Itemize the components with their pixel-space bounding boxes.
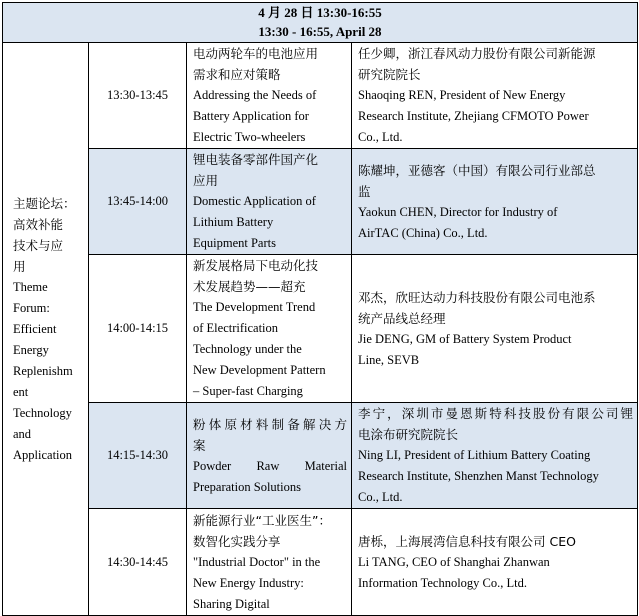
table-row [3,149,638,255]
forum-title: 主题论坛： 高效补能 技术与应 用 Theme Forum: Efficient Energy Replenishm ent Technology and Application [3,43,89,616]
time-slot: 14:00-14:15 [89,255,187,403]
speaker-cell: 陈耀坤，亚德客（中国）有限公司行业部总 监 Yaokun CHEN, Director for Industry of AirTAC (China) Co., Ltd. [352,149,638,255]
topic-cell: 新发展格局下电动化技 术发展趋势——超充 The Development Trend of Electrification Technology under the New Development Pattern – Super-fast Charging [187,255,352,403]
table-row [3,509,638,616]
time-slot: 13:45-14:00 [89,149,187,255]
topic-cell: 粉体原材料制备解决方 案 Powder Raw Material Preparation Solutions [187,403,352,509]
header-date-zh: 4 月 28 日 13:30-16:55 [258,5,382,20]
table-row [3,403,638,509]
speaker-cell: 任少卿，浙江春风动力股份有限公司新能源 研究院院长 Shaoqing REN, President of New Energy Research Institute, Zhejiang CFMOTO Power Co., Ltd. [352,43,638,149]
header-date-en: 13:30 - 16:55, April 28 [258,23,382,39]
speaker-cell: 李宁，深圳市曼恩斯特科技股份有限公司锂 电涂布研究院院长 Ning LI, President of Lithium Battery Coating Research Institute, Shenzhen Manst Technology Co., Ltd. [352,403,638,509]
topic-cell: 电动两轮车的电池应用 需求和应对策略 Addressing the Needs of Battery Application for Electric Two-wheelers [187,43,352,149]
topic-cell: 锂电装备零部件国产化 应用 Domestic Application of Lithium Battery Equipment Parts [187,149,352,255]
time-slot: 13:30-13:45 [89,43,187,149]
speaker-cell: 唐栎，上海展湾信息科技有限公司 CEO Li TANG, CEO of Shanghai Zhanwan Information Technology Co., Ltd. [352,509,638,616]
session-header [3,3,638,43]
table-row [3,255,638,403]
agenda-table [2,2,638,616]
table-row [3,43,638,149]
time-slot: 14:30-14:45 [89,509,187,616]
header-row [3,3,638,43]
time-slot: 14:15-14:30 [89,403,187,509]
topic-cell: 新能源行业“工业医生”： 数智化实践分享 "Industrial Doctor" in the New Energy Industry: Sharing Digital [187,509,352,616]
speaker-cell: 邓杰，欣旺达动力科技股份有限公司电池系 统产品线总经理 Jie DENG, GM of Battery System Product Line, SEVB [352,255,638,403]
